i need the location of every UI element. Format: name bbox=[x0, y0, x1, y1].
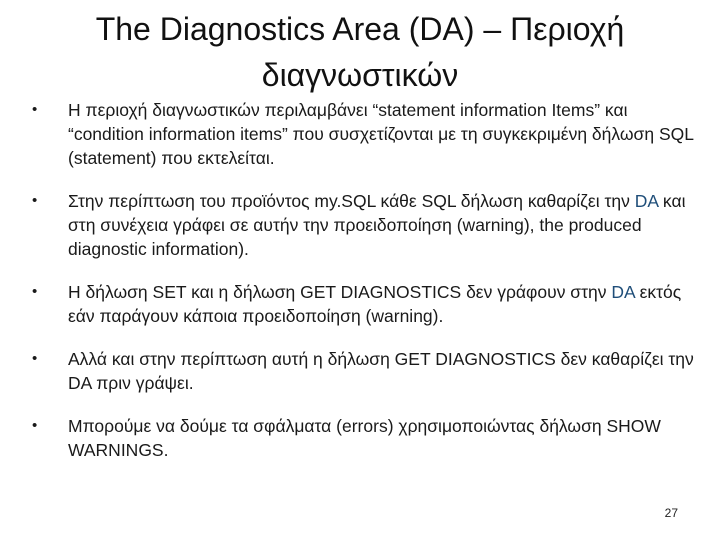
bullet-highlight: DA bbox=[611, 282, 635, 302]
bullet-dot-icon: • bbox=[32, 350, 38, 367]
bullet-text: Στην περίπτωση του προϊόντος my.SQL κάθε SQL δήλωση καθαρίζει την bbox=[68, 191, 635, 211]
bullet-item bbox=[30, 347, 695, 395]
bullet-dot-icon: • bbox=[32, 101, 38, 118]
bullet-dot-icon: • bbox=[32, 192, 38, 209]
bullet-item bbox=[30, 414, 695, 462]
bullet-text: Αλλά και στην περίπτωση αυτή η δήλωση GET DIAGNOSTICS δεν καθαρίζει την DA πριν γράψει. bbox=[68, 349, 694, 393]
bullet-highlight: DA bbox=[634, 191, 659, 211]
slide-title bbox=[40, 6, 680, 98]
bullet-item bbox=[30, 189, 695, 261]
bullet-list bbox=[30, 98, 695, 481]
bullet-text: Η περιοχή διαγνωστικών περιλαμβάνει “statement information Items” και “condition information items” που συσχετίζονται με τη συγκεκριμένη δήλωση SQL (statement) που εκτελείται. bbox=[68, 100, 694, 168]
slide-title-line2: διαγνωστικών bbox=[261, 57, 459, 93]
bullet-dot-icon: • bbox=[32, 283, 38, 300]
bullet-item bbox=[30, 280, 695, 328]
slide-title-line1: The Diagnostics Area (DA) – Περιοχή bbox=[95, 11, 625, 47]
page-number: 27 bbox=[664, 506, 678, 520]
bullet-text: Η δήλωση SET και η δήλωση GET DIAGNOSTICS δεν γράφουν στην bbox=[68, 282, 612, 302]
bullet-text: και στη συνέχεια γράφει σε αυτήν την προειδοποίηση (warning), the produced diagnostic information). bbox=[68, 191, 686, 259]
bullet-dot-icon: • bbox=[32, 417, 38, 434]
bullet-item bbox=[30, 98, 695, 170]
bullet-text: εκτός εάν παράγουν κάποια προειδοποίηση (warning). bbox=[68, 282, 682, 326]
bullet-text: Μπορούμε να δούμε τα σφάλματα (errors) χρησιμοποιώντας δήλωση SHOW WARNINGS. bbox=[68, 416, 661, 460]
